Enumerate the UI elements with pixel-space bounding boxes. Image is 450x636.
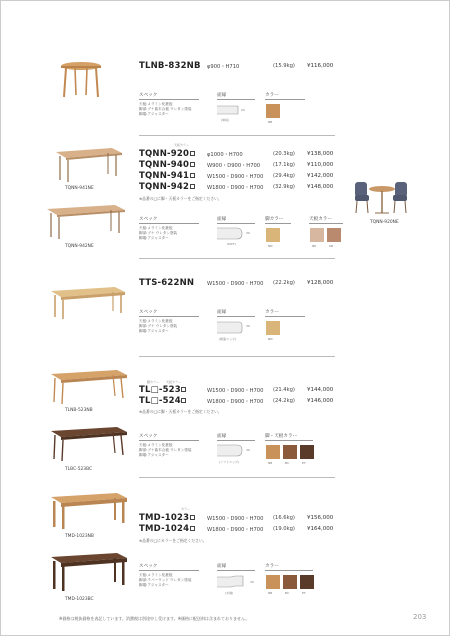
table-image-tlbc-523 — [49, 423, 129, 463]
model-name: TMD-1023 — [139, 513, 195, 523]
table-image-tts-622 — [49, 283, 127, 321]
model-name: TL□-524 — [139, 396, 186, 406]
spec-title: スペック — [139, 93, 158, 98]
table-image-tmd-1023nb — [49, 489, 129, 531]
color-swatch-et — [300, 445, 314, 459]
model-name: TL□-523 — [139, 385, 186, 395]
round-table-image — [59, 59, 104, 101]
model-name: TMD-1024 — [139, 524, 195, 534]
table-image-tlnb-523 — [49, 366, 129, 406]
model-name: TLNB-832NB — [139, 61, 201, 71]
color-swatch-nb — [266, 575, 280, 589]
color-swatch-nn — [266, 321, 280, 335]
footer-note: ※価格は税抜価格を表記しています。消費税は別途申し受けます。※価格に配送料は含まれておりません。 — [59, 616, 250, 621]
catalog-page: TLNB-832NB φ900・H710 (15.9kg) ¥116,000 スペック 天板:メラミン化粧板 脚部:ブナ曲木合板 ウレタン塗装 脚端:アジャスター 面縁 23 (単板) カラー NB TQNN-941NE 天板カラー TQNN-920 TQNN-940 TQNN-941 TQNN-942 φ1000・H700 W900・D900・H700 W1500・D900・H700 W1800・D900・H700 (20.3kg) (17.1kg) (29.4kg) (32.9kg) ¥138,000 ¥110,000 ¥142,000 ¥148,000 ※品番の□に脚・天板カラーをご指定ください。 TQNN-920NE TQNN-942NE スペック 天板:メラミン化粧板 脚部:ブナ ウレタン塗装 脚端:アジャスター 面縁 30 (MCF) 脚カラー NN 天板カラー NE KB TTS-622NN W1500・D900・H700 (22.2kg) ¥128,000 スペック 天板:メラミン化粧板 脚部:ブナ ウレタン塗装 脚端:アジャスター 面縁 30 (樹脂エッジ) カラー NN TLNB-523NB 脚カラー 天板カラー TL□-523 TL□-524 W1500・D900・H700 W1800・D900・H700 (21.4kg) (24.2kg) ¥144,000 ¥146,000 ※品番の□に脚・天板カラーをご指定ください。 TLBC-523BC スペック 天板:メラミン化粧板 脚部:ブナ曲木合板 ウレタン塗装 脚端:アジャスター 面縁 30 (ソフトエッジ) 脚・天板カラー NB BC ET TMD-1023NB カラー TMD-1023 TMD-1024 W1500・D900・H700 W1800・D900・H700 (16.6kg) (19.0kg) ¥156,000 ¥164,000 ※品番の□にカラーをご指定ください。 TMD-1023BC スペック 天板:メラミン化粧板 脚部:ラバーウッド ウレタン塗装 脚端:アジャスター 面縁 30 (木縁) カラー NB BC ET ※価格は税抜価格を表記しています。消費税は別途申し受けます。※価格に配送料は含まれておりません。 203 — [0, 0, 450, 636]
page-number: 203 — [413, 613, 427, 621]
model-name: TQNN-942 — [139, 182, 195, 192]
model-name: TQNN-941 — [139, 171, 195, 181]
dimensions: φ900・H710 — [207, 64, 240, 70]
edge-title: 面縁 — [217, 93, 227, 98]
color-swatch-bc — [283, 445, 297, 459]
table-image-tqnn-942 — [45, 201, 127, 241]
color-swatch-et — [300, 575, 314, 589]
color-swatch-ne — [310, 228, 324, 242]
color-swatch-bc — [283, 575, 297, 589]
price: ¥116,000 — [307, 63, 334, 69]
color-swatch-nb — [266, 445, 280, 459]
model-name: TQNN-920 — [139, 149, 195, 159]
color-swatch-nn — [266, 228, 280, 242]
model-name: TTS-622NN — [139, 278, 195, 288]
weight: (15.9kg) — [273, 63, 295, 69]
dining-set-image — [351, 177, 411, 219]
table-image-tmd-1023bc — [49, 549, 129, 593]
color-title: カラー — [265, 93, 279, 98]
spec-list: 天板:メラミン化粧板 脚部:ブナ曲木合板 ウレタン塗装 脚端:アジャスター — [139, 102, 192, 116]
table-image-tqnn-941 — [52, 144, 124, 184]
color-swatch-kb — [327, 228, 341, 242]
model-name: TQNN-940 — [139, 160, 195, 170]
color-swatch-nb — [266, 104, 280, 118]
